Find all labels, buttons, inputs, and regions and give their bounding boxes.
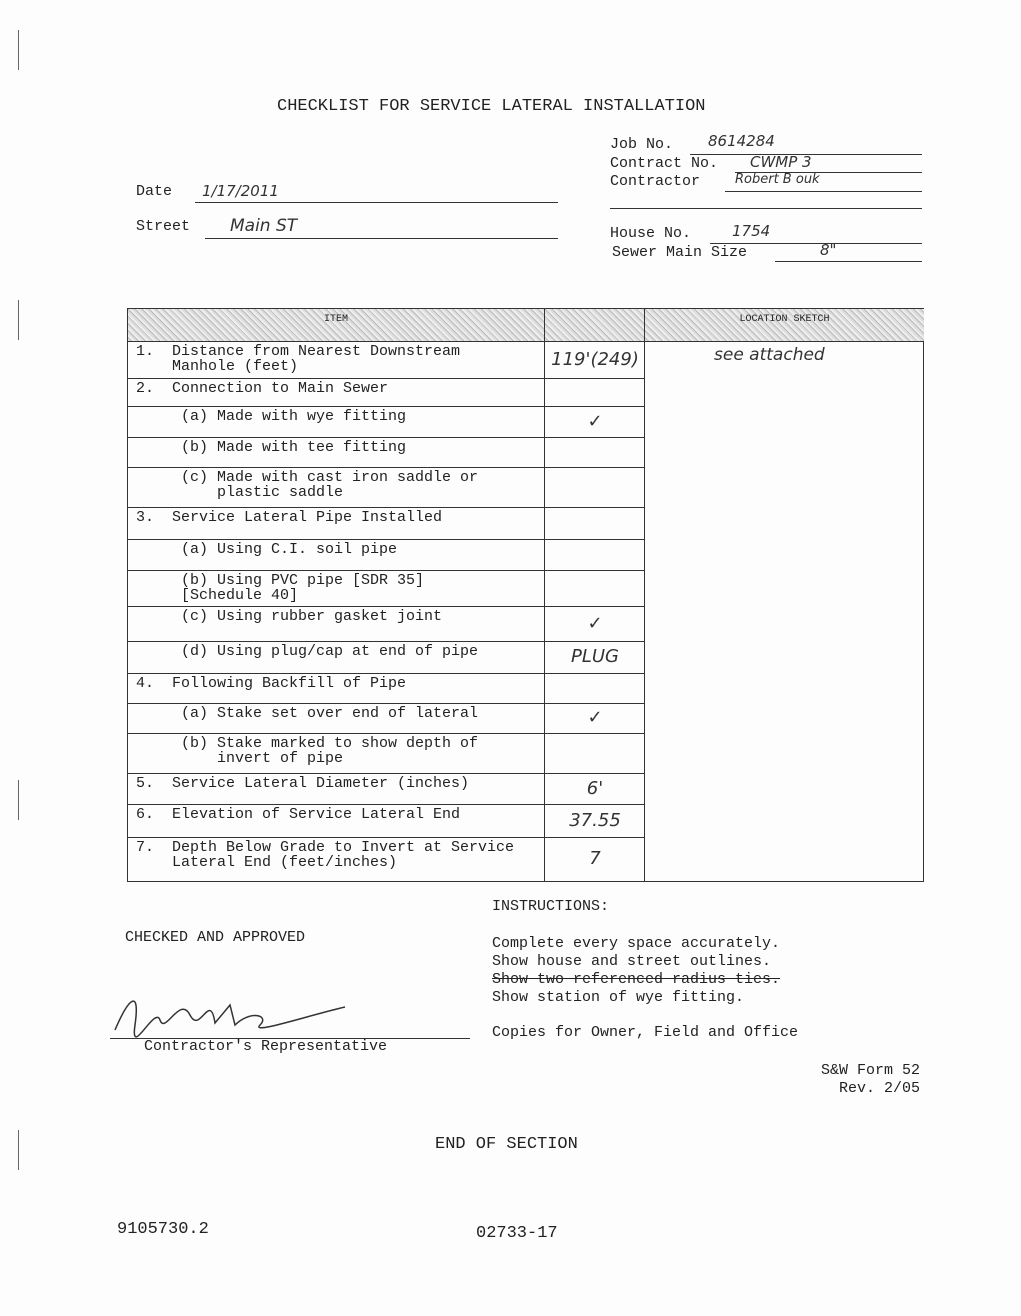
end-of-section: END OF SECTION: [435, 1135, 578, 1154]
row-value: [544, 733, 645, 774]
row-value: ✓: [544, 406, 645, 438]
contractor-rep-label: Contractor's Representative: [144, 1038, 388, 1055]
row-item-text: 7. Depth Below Grade to Invert at Service Lateral End (feet/inches): [136, 839, 515, 871]
date-value: 1/17/2011: [202, 182, 279, 200]
row-value: ✓: [544, 703, 645, 734]
instruction-line: Show house and street outlines.: [492, 953, 772, 970]
row-value: PLUG: [544, 641, 645, 674]
row-value: [544, 467, 645, 508]
row-value: [544, 570, 645, 607]
sewer-value: 8": [820, 241, 837, 259]
scan-edge-mark: [18, 300, 19, 340]
row-item-text: (b) Using PVC pipe [SDR 35] [Schedule 40]: [181, 572, 425, 604]
row-item-text: (b) Made with tee fitting: [136, 439, 407, 456]
row-item-text: (c) Made with cast iron saddle or plastic saddle: [181, 469, 479, 501]
contractor-value: Robert B ouk: [735, 172, 820, 187]
contract-value: CWMP 3: [750, 153, 812, 171]
row-item-text: 3. Service Lateral Pipe Installed: [136, 509, 443, 526]
row-value: 6': [544, 773, 645, 805]
page-title: CHECKLIST FOR SERVICE LATERAL INSTALLATION: [277, 97, 706, 116]
row-value: [544, 437, 645, 468]
instructions-title: INSTRUCTIONS:: [492, 898, 610, 915]
row-value: 37.55: [544, 804, 645, 838]
contractor-label: Contractor: [610, 173, 701, 190]
house-value: 1754: [732, 222, 771, 240]
checklist-table: [127, 308, 924, 882]
header-item: [128, 309, 544, 342]
row-item-text: 4. Following Backfill of Pipe: [136, 675, 407, 692]
row-item-text: (b) Stake marked to show depth of invert of pipe: [181, 735, 479, 767]
row-item-text: (a) Made with wye fitting: [136, 408, 407, 425]
row-item-text: (a) Using C.I. soil pipe: [136, 541, 398, 558]
instruction-line: Show two referenced radius ties.: [492, 971, 781, 988]
page-number: 02733-17: [476, 1224, 558, 1243]
row-value: 119'(249): [544, 341, 645, 379]
row-item-text: (c) Using rubber gasket joint: [136, 608, 443, 625]
doc-number: 9105730.2: [117, 1220, 209, 1239]
row-item-text: 6. Elevation of Service Lateral End: [136, 806, 461, 823]
street-value: Main ST: [230, 216, 298, 236]
instruction-line: Show station of wye fitting.: [492, 989, 745, 1006]
sewer-label: Sewer Main Size: [612, 244, 748, 261]
row-value: [544, 539, 645, 571]
job-label: Job No.: [610, 136, 674, 153]
row-item-text: 1. Distance from Nearest Downstream Manhole (feet): [136, 343, 461, 375]
row-item-text: 5. Service Lateral Diameter (inches): [136, 775, 470, 792]
row-item-text: (d) Using plug/cap at end of pipe: [136, 643, 479, 660]
row-item-text: (a) Stake set over end of lateral: [136, 705, 479, 722]
form-rev: Rev. 2/05: [838, 1080, 920, 1097]
scan-edge-mark: [18, 30, 19, 70]
row-value: ✓: [544, 606, 645, 642]
house-label: House No.: [610, 225, 692, 242]
header-item-label: ITEM: [323, 314, 348, 325]
date-label: Date: [136, 183, 173, 200]
form-id: [821, 1062, 920, 1098]
form-name: S&W Form 52: [820, 1062, 920, 1079]
contract-label: Contract No.: [610, 155, 719, 172]
instructions-list: [492, 935, 780, 1007]
header-value: [544, 309, 645, 342]
row-value: [544, 507, 645, 540]
header-sketch-label: LOCATION SKETCH: [739, 314, 830, 325]
row-value: 7: [544, 837, 645, 881]
header-sketch: [644, 309, 924, 342]
row-value: [544, 378, 645, 407]
scan-edge-mark: [18, 780, 19, 820]
row-value: [544, 673, 645, 704]
street-label: Street: [136, 218, 191, 235]
checked-approved-label: CHECKED AND APPROVED: [125, 929, 306, 946]
copies-note: Copies for Owner, Field and Office: [492, 1024, 799, 1041]
instruction-line: Complete every space accurately.: [492, 935, 781, 952]
job-value: 8614284: [708, 132, 775, 150]
scan-edge-mark: [18, 1130, 19, 1170]
row-item-text: 2. Connection to Main Sewer: [136, 380, 389, 397]
sketch-note: see attached: [714, 345, 825, 365]
signature-image: [110, 985, 360, 1045]
